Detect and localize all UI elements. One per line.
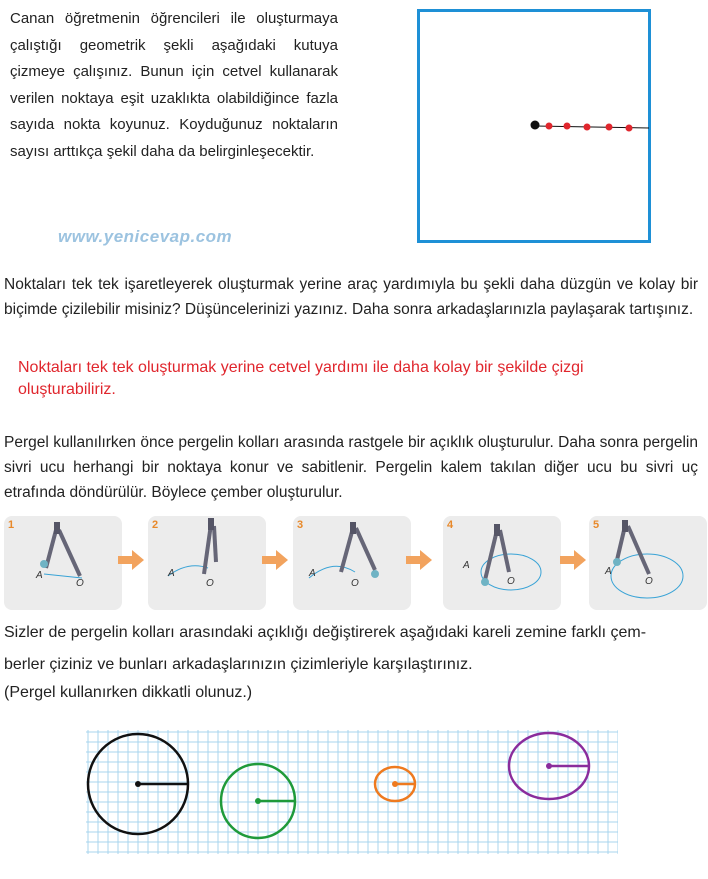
step-number: 3: [297, 519, 304, 531]
label-o: O: [76, 578, 84, 589]
center-point: [531, 121, 540, 130]
watermark: www.yenicevap.com: [58, 227, 233, 246]
label-a: A: [36, 570, 43, 581]
arrow-icon: [558, 548, 588, 572]
red-point: [626, 125, 633, 132]
label-a: A: [463, 560, 470, 571]
compass-explanation: Pergel kullanılırken önce pergelin kolları arasında rastgele bir açıklık oluşturulur. Daha sonra pergelin sivri ucu herhangi bir noktaya konur ve sabitlenir. Pergelin kalem takılan diğer ucu bu sivri uç etrafında döndürülür. Böylece çember oluşturulur.: [4, 434, 698, 501]
arrow-icon: [116, 548, 146, 572]
arrow-icon: [404, 548, 434, 572]
caution-note: (Pergel kullanırken dikkatli olunuz.): [4, 684, 253, 701]
red-point: [584, 124, 591, 131]
instruction-line-1: Sizler de pergelin kolları arasındaki açıklığı değiştirerek aşağıdaki kareli zemine farklı çem-: [4, 624, 647, 641]
answer-text: Noktaları tek tek oluşturmak yerine cetvel yardımı ile daha kolay bir şekilde çizgi oluşturabiliriz.: [18, 359, 584, 398]
step-4-image: [443, 516, 561, 610]
label-o: O: [507, 576, 515, 587]
step-number: 1: [8, 519, 15, 531]
red-point: [546, 123, 553, 130]
arrow-icon: [260, 548, 290, 572]
drawing-box: [417, 9, 651, 243]
label-o: O: [351, 578, 359, 589]
intro-paragraph: Canan öğretmenin öğrencileri ile oluşturmaya çalıştığı geometrik şekli aşağıdaki kutuya çizmeye çalışınız. Bunun için cetvel kullanarak verilen noktaya eşit uzaklıkta olabildiğince fazla sayıda nokta koyunuz. Koyduğunuz noktaların sayısı arttıkça şekil daha da belirginleşecektir.: [10, 10, 338, 160]
step-1-image: [4, 516, 122, 610]
step-number: 5: [593, 519, 600, 531]
label-a: A: [605, 566, 612, 577]
grid-area: [86, 730, 618, 854]
step-number: 4: [447, 519, 454, 531]
label-a: A: [309, 568, 316, 579]
red-point: [606, 124, 613, 131]
instruction-line-2: berler çiziniz ve bunları arkadaşlarınızın çizimleriyle karşılaştırınız.: [4, 656, 473, 673]
question-paragraph: Noktaları tek tek işaretleyerek oluşturmak yerine araç yardımıyla bu şekli daha düzgün ve kolay bir biçimde çizilebilir misiniz? Düşüncelerinizi yazınız. Daha sonra arkadaşlarınızla paylaşarak tartışınız.: [4, 276, 698, 318]
step-number: 2: [152, 519, 159, 531]
step-2-image: [148, 516, 266, 610]
label-o: O: [206, 578, 214, 589]
step-5-image: [589, 516, 707, 610]
step-3-image: [293, 516, 411, 610]
label-a: A: [168, 568, 175, 579]
label-o: O: [645, 576, 653, 587]
red-point: [564, 123, 571, 130]
